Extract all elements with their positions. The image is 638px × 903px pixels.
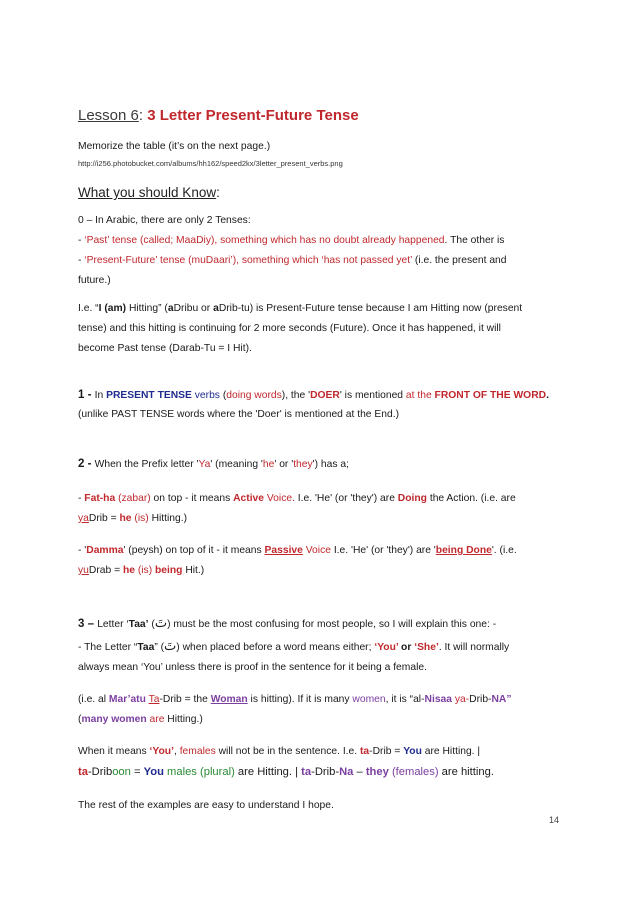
damma-line-1 bbox=[78, 541, 558, 561]
section-3-line-1 bbox=[78, 613, 558, 635]
a-letter: a bbox=[83, 513, 89, 524]
voice-word: Voice. bbox=[264, 493, 295, 504]
tenses-intro: 0 – In Arabic, there are only 2 Tenses: bbox=[78, 215, 251, 226]
present-tense-label: PRESENT TENSE bbox=[106, 390, 192, 401]
text: (i.e. al bbox=[78, 694, 109, 705]
text: are Hitting. | bbox=[234, 766, 302, 778]
a-bold: a bbox=[213, 303, 219, 314]
dash: - bbox=[78, 493, 85, 504]
zabar: (zabar) bbox=[115, 493, 151, 504]
text: is hitting). If it is many bbox=[247, 694, 353, 705]
memorize-line: Memorize the table (it’s on the next page.) bbox=[78, 141, 271, 152]
you-word: ‘You’ bbox=[149, 746, 174, 757]
women-word: women bbox=[352, 694, 386, 705]
na-suffix: Na bbox=[339, 766, 354, 778]
example-line-2: tense) and this hitting is continuing for 2 more seconds (Future). Once it has happened, it will bbox=[78, 323, 501, 334]
text: I.e. 'He' (or 'they') are ' bbox=[330, 545, 436, 556]
he-word: he bbox=[119, 513, 132, 524]
arabic-taa: تَ bbox=[154, 615, 168, 630]
being-done: being Done bbox=[435, 545, 492, 556]
he-word: he bbox=[262, 459, 275, 470]
text: ), the ' bbox=[281, 390, 311, 401]
text: When it means bbox=[78, 746, 150, 757]
text: Hitting” ( bbox=[126, 303, 168, 314]
ta-prefix: ta bbox=[360, 746, 370, 757]
woman-example-line-2 bbox=[78, 710, 558, 730]
you-word: You bbox=[143, 766, 164, 778]
text: on top - it means bbox=[150, 493, 234, 504]
text: – bbox=[353, 766, 366, 778]
text: ' (meaning ' bbox=[210, 459, 263, 470]
are-word: are bbox=[146, 714, 165, 725]
taa-line-1 bbox=[78, 636, 558, 658]
text: ' is mentioned bbox=[339, 390, 406, 401]
text: -Drib bbox=[87, 766, 113, 778]
text: Drib = bbox=[88, 513, 120, 524]
y-letter: y bbox=[78, 565, 84, 576]
males-plural: males (plural) bbox=[163, 766, 235, 778]
text: -Drib = the bbox=[159, 694, 211, 705]
text: - ' bbox=[78, 545, 87, 556]
arabic-taa: تَ bbox=[164, 638, 177, 653]
passive-word: Passive bbox=[264, 545, 303, 556]
text: ( bbox=[148, 619, 155, 630]
fat-ha: Fat-ha bbox=[84, 493, 116, 504]
lesson-title bbox=[78, 106, 558, 126]
at-the: at the bbox=[405, 390, 435, 401]
text: Dribu or bbox=[173, 303, 214, 314]
example-line-1 bbox=[78, 299, 558, 319]
active-word: Active bbox=[233, 493, 265, 504]
woman-word: Woman bbox=[210, 694, 248, 705]
text: I.e. 'He' (or 'they') are bbox=[294, 493, 398, 504]
text: ( bbox=[78, 714, 82, 725]
section-2-line-1 bbox=[78, 454, 558, 475]
many-women: many women bbox=[81, 714, 147, 725]
heading-text: What you should Know bbox=[78, 185, 217, 200]
text: Hitting.) bbox=[148, 513, 188, 524]
they-word: they bbox=[293, 459, 313, 470]
you-example-line-1 bbox=[78, 742, 558, 762]
taa-word: Taa bbox=[137, 642, 155, 653]
text: = bbox=[130, 766, 144, 778]
ya-prefix: ya- bbox=[452, 694, 470, 705]
you-word: You bbox=[403, 746, 422, 757]
what-you-should-know-heading bbox=[78, 183, 558, 203]
text: . It will normally bbox=[438, 642, 510, 653]
fat-ha-line-1 bbox=[78, 489, 558, 509]
text: are hitting. bbox=[438, 766, 494, 778]
title-colon: : bbox=[138, 107, 148, 124]
woman-example-line-1 bbox=[78, 690, 558, 710]
fat-ha-line-2 bbox=[78, 509, 558, 529]
past-tense-line bbox=[78, 231, 558, 251]
present-future-line bbox=[78, 251, 558, 271]
section-1-line-1 bbox=[78, 385, 558, 406]
period: . bbox=[546, 390, 549, 401]
ta-prefix: ta bbox=[301, 766, 312, 778]
text: the Action. (i.e. are bbox=[426, 493, 516, 504]
text: Drab = bbox=[88, 565, 123, 576]
text: ') has a; bbox=[312, 459, 349, 470]
text: Hit.) bbox=[182, 565, 205, 576]
being-word: being bbox=[152, 565, 183, 576]
future-line: future.) bbox=[78, 275, 111, 286]
text: , it is “al- bbox=[385, 694, 425, 705]
text: ' (peysh) on top of it - it means bbox=[123, 545, 265, 556]
he-word: he bbox=[122, 565, 135, 576]
doing-word: Doing bbox=[397, 493, 427, 504]
you-word: ‘You’ bbox=[374, 642, 399, 653]
example-line-3: become Past tense (Darab-Tu = I Hit). bbox=[78, 343, 252, 354]
is-word: (is) bbox=[134, 565, 153, 576]
a-bold: a bbox=[167, 303, 174, 314]
text: When the Prefix letter ' bbox=[94, 459, 199, 470]
text: are Hitting. | bbox=[421, 746, 481, 757]
page-number: 14 bbox=[549, 815, 560, 825]
text: -Drib- bbox=[311, 766, 340, 778]
text: Drib- bbox=[469, 694, 492, 705]
i-am-bold: I (am) bbox=[98, 303, 127, 314]
text: Letter ‘ bbox=[97, 619, 129, 630]
text: ) when placed before a word means either; bbox=[176, 642, 375, 653]
text: , bbox=[173, 746, 180, 757]
doer-label: DOER bbox=[310, 390, 340, 401]
she-word: ‘She’ bbox=[414, 642, 439, 653]
heading-colon: : bbox=[216, 185, 220, 200]
text: ( bbox=[219, 390, 227, 401]
females-word: (females) bbox=[388, 766, 439, 778]
dash: - bbox=[78, 235, 85, 246]
dash: - bbox=[78, 255, 85, 266]
text: I.e. “ bbox=[78, 303, 99, 314]
past-tense-text: ‘Past’ tense (called; MaaDiy), something which has no doubt already happened bbox=[84, 235, 445, 246]
taa-line-2: always mean ‘You’ unless there is proof in the sentence for it being a female. bbox=[78, 662, 427, 673]
section-number: 2 - bbox=[78, 458, 95, 470]
verbs-label: verbs bbox=[191, 390, 220, 401]
damma-line-2 bbox=[78, 561, 558, 581]
other-text: . The other is bbox=[444, 235, 505, 246]
text: '. (i.e. bbox=[491, 545, 517, 556]
text: ) must be the most confusing for most people, so I will explain this one: - bbox=[167, 619, 497, 630]
damma: Damma bbox=[86, 545, 124, 556]
doing-words: doing words bbox=[226, 390, 282, 401]
ie-text: (i.e. the present and bbox=[412, 255, 507, 266]
lesson-topic: 3 Letter Present-Future Tense bbox=[147, 107, 359, 124]
front-of-word: FRONT OF THE WORD bbox=[434, 390, 547, 401]
text: Drib-tu) is Present-Future tense because I am Hitting now (present bbox=[218, 303, 523, 314]
ta-prefix: ta bbox=[78, 766, 88, 778]
is-word: (is) bbox=[131, 513, 149, 524]
oon-suffix: oon bbox=[112, 766, 131, 778]
females-word: females bbox=[179, 746, 216, 757]
section-number: 1 - bbox=[78, 389, 95, 401]
lesson-number: Lesson 6 bbox=[78, 107, 139, 124]
text: Hitting.) bbox=[164, 714, 203, 725]
section-number: 3 – bbox=[78, 618, 98, 630]
u-letter: u bbox=[83, 565, 89, 576]
voice-word: Voice bbox=[302, 545, 331, 556]
y-letter: y bbox=[78, 513, 84, 524]
table-url[interactable]: http://i256.photobucket.com/albums/hh162/speed2kx/3letter_present_verbs.png bbox=[78, 159, 343, 168]
nisaa: Nisaa bbox=[424, 694, 452, 705]
text: -Drib = bbox=[369, 746, 404, 757]
closing-line: The rest of the examples are easy to understand I hope. bbox=[78, 800, 334, 811]
na-suffix: NA” bbox=[491, 694, 512, 705]
taa-word: Taa’ bbox=[128, 619, 149, 630]
text: ' or ' bbox=[274, 459, 294, 470]
text: ” ( bbox=[154, 642, 165, 653]
maratu: Mar’atu bbox=[108, 694, 146, 705]
section-1-line-2: (unlike PAST TENSE words where the 'Doer' is mentioned at the End.) bbox=[78, 409, 399, 420]
present-future-text: ‘Present-Future’ tense (muDaari’), something which ‘has not passed yet’ bbox=[84, 255, 413, 266]
you-example-line-2 bbox=[78, 762, 558, 782]
ta-prefix: Ta bbox=[148, 694, 160, 705]
text: In bbox=[94, 390, 107, 401]
they-word: they bbox=[365, 766, 389, 778]
ya-letter: Ya bbox=[198, 459, 211, 470]
text: - The Letter “ bbox=[78, 642, 138, 653]
text: will not be in the sentence. I.e. bbox=[215, 746, 360, 757]
or-word: or bbox=[398, 642, 415, 653]
